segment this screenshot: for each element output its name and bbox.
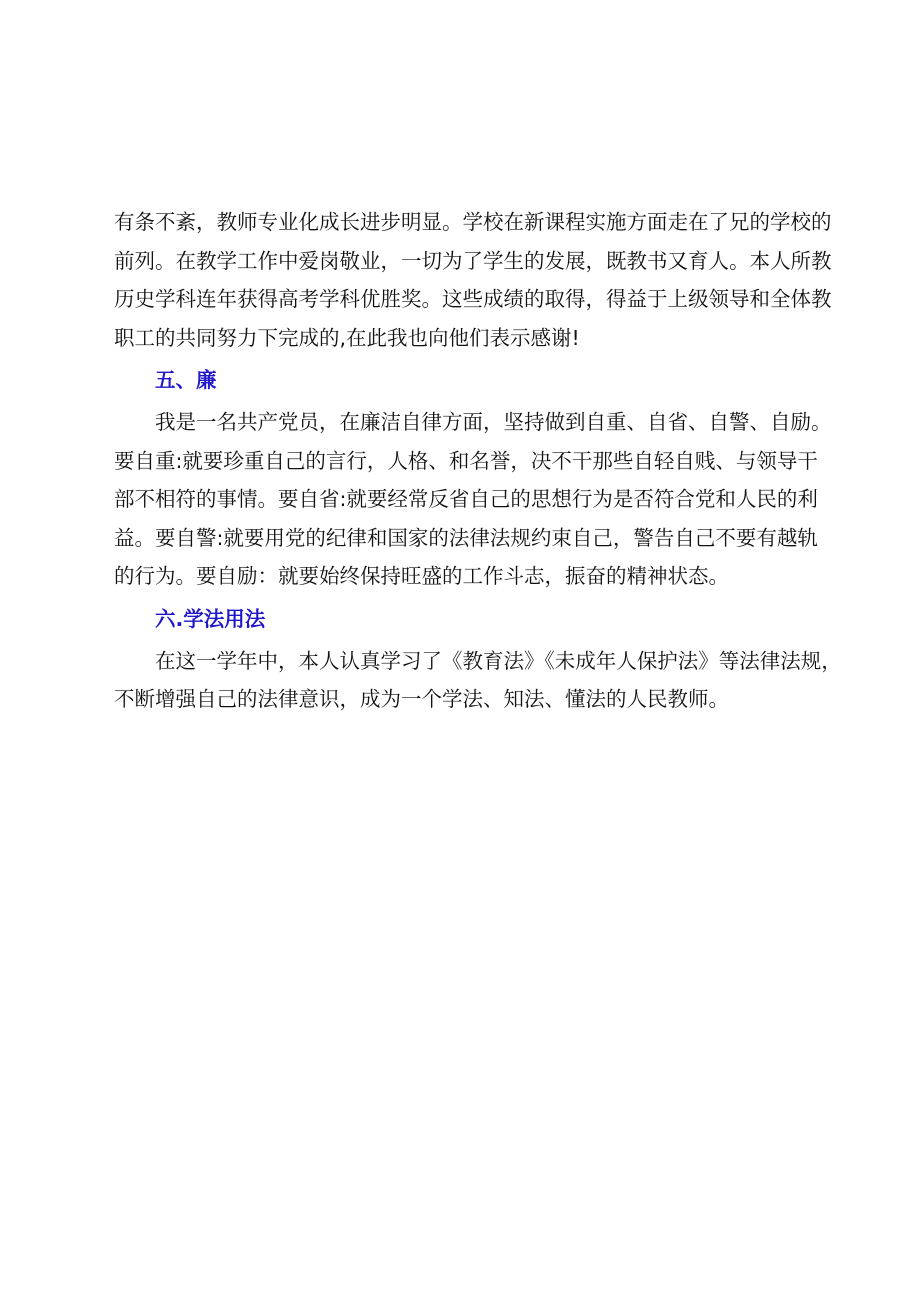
section-5-heading: 五、廉	[155, 368, 217, 392]
section-5-line-2: 要自重:就要珍重自己的言行，人格、和名誉，决不干那些自轻自贱、与领导干	[114, 448, 818, 473]
intro-line-3: 历史学科连年获得高考学科优胜奖。这些成绩的取得，得益于上级领导和全体教	[114, 287, 832, 311]
intro-line-4: 职工的共同努力下完成的,在此我也向他们表示感谢!	[114, 325, 580, 350]
intro-line-2: 前列。在教学工作中爱岗敬业，一切为了学生的发展，既教书又育人。本人所教	[114, 248, 832, 273]
section-5-line-3: 部不相符的事情。要自省:就要经常反省自己的思想行为是否符合党和人民的利	[114, 487, 818, 511]
document-body	[114, 203, 842, 719]
section-6-line-2: 不断增强自己的法律意识，成为一个学法、知法、懂法的人民教师。	[114, 687, 729, 711]
intro-line-1: 有条不紊，教师专业化成长进步明显。学校在新课程实施方面走在了兄的学校的	[114, 210, 832, 234]
intro-paragraph	[114, 203, 832, 357]
section-6-heading: 六.学法用法	[155, 606, 266, 631]
section-6-line-1: 在这一学年中，本人认真学习了《教育法》《未成年人保护法》等法律法规，	[155, 648, 842, 673]
section-6-paragraph	[114, 642, 842, 719]
section-5-paragraph	[114, 403, 832, 596]
section-5-line-4: 益。要自警:就要用党的纪律和国家的法律法规约束自己，警告自己不要有越轨	[114, 525, 818, 550]
section-5-line-1: 我是一名共产党员，在廉洁自律方面，坚持做到自重、自省、自警、自励。	[155, 410, 832, 434]
section-5-line-5: 的行为。要自励：就要始终保持旺盛的工作斗志，振奋的精神状态。	[114, 564, 729, 588]
